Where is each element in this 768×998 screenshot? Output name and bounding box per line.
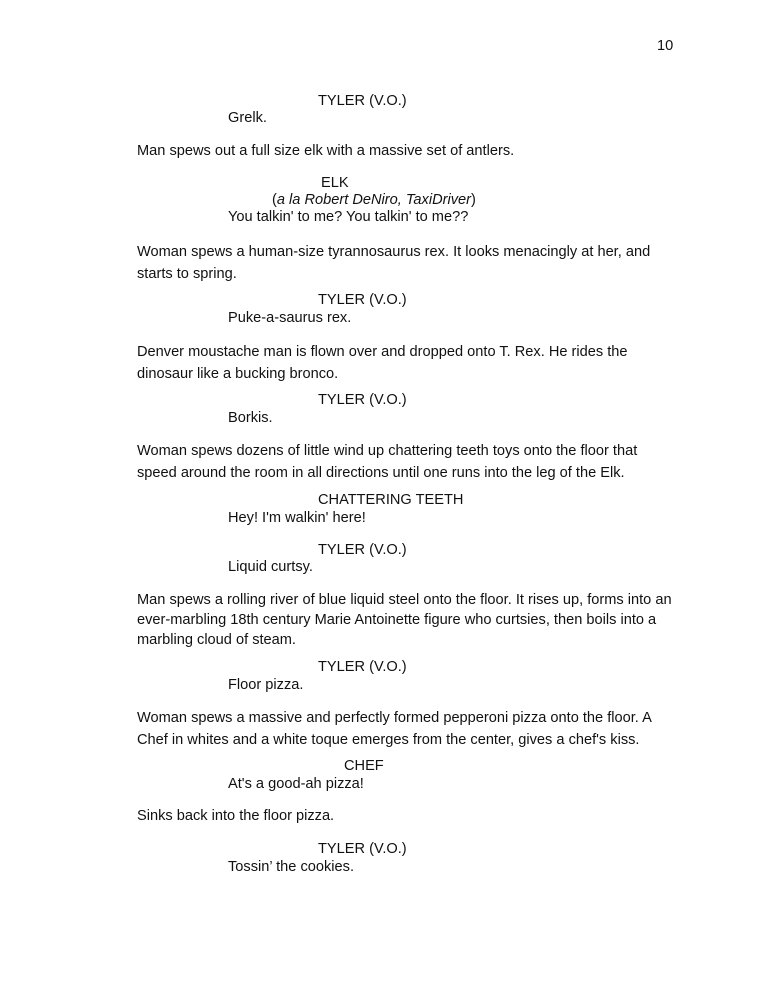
character-name: TYLER (V.O.): [318, 292, 407, 308]
dialogue-line: You talkin' to me? You talkin' to me??: [228, 209, 469, 225]
dialogue-line: Tossin’ the cookies.: [228, 859, 354, 875]
character-name: CHEF: [344, 758, 384, 774]
action-line: Man spews a rolling river of blue liquid steel onto the floor. It rises up, forms into an ever-marbling 18th century Marie Antoinette figure who curtsies, then boils into a marbling cloud of steam.: [137, 592, 672, 648]
dialogue-line: Floor pizza.: [228, 677, 304, 693]
dialogue-line: At's a good-ah pizza!: [228, 776, 364, 792]
action-line: Woman spews dozens of little wind up chattering teeth toys onto the floor that speed around the room in all directions until one runs into the leg of the Elk.: [137, 443, 638, 481]
action-line: Sinks back into the floor pizza.: [137, 808, 335, 824]
character-name: TYLER (V.O.): [318, 542, 407, 558]
character-name: TYLER (V.O.): [318, 93, 407, 109]
action-line: Man spews out a full size elk with a massive set of antlers.: [137, 143, 515, 159]
parenthetical: (a la Robert DeNiro, TaxiDriver): [272, 192, 476, 208]
page-number: 10: [657, 38, 674, 54]
character-name: TYLER (V.O.): [318, 659, 407, 675]
action-line: Woman spews a human-size tyrannosaurus rex. It looks menacingly at her, and starts to spring.: [137, 244, 651, 282]
dialogue-line: Puke-a-saurus rex.: [228, 310, 352, 326]
dialogue-line: Borkis.: [228, 410, 273, 426]
character-name: TYLER (V.O.): [318, 392, 407, 408]
action-line: Woman spews a massive and perfectly formed pepperoni pizza onto the floor. A Chef in whites and a white toque emerges from the center, gives a chef's kiss.: [137, 710, 652, 748]
character-name: TYLER (V.O.): [318, 841, 407, 857]
dialogue-line: Grelk.: [228, 110, 267, 126]
character-name: ELK: [321, 175, 349, 191]
character-name: CHATTERING TEETH: [318, 492, 464, 508]
dialogue-line: Liquid curtsy.: [228, 559, 313, 575]
dialogue-line: Hey! I'm walkin' here!: [228, 510, 366, 526]
action-line: Denver moustache man is flown over and dropped onto T. Rex. He rides the dinosaur like a bucking bronco.: [137, 344, 628, 382]
